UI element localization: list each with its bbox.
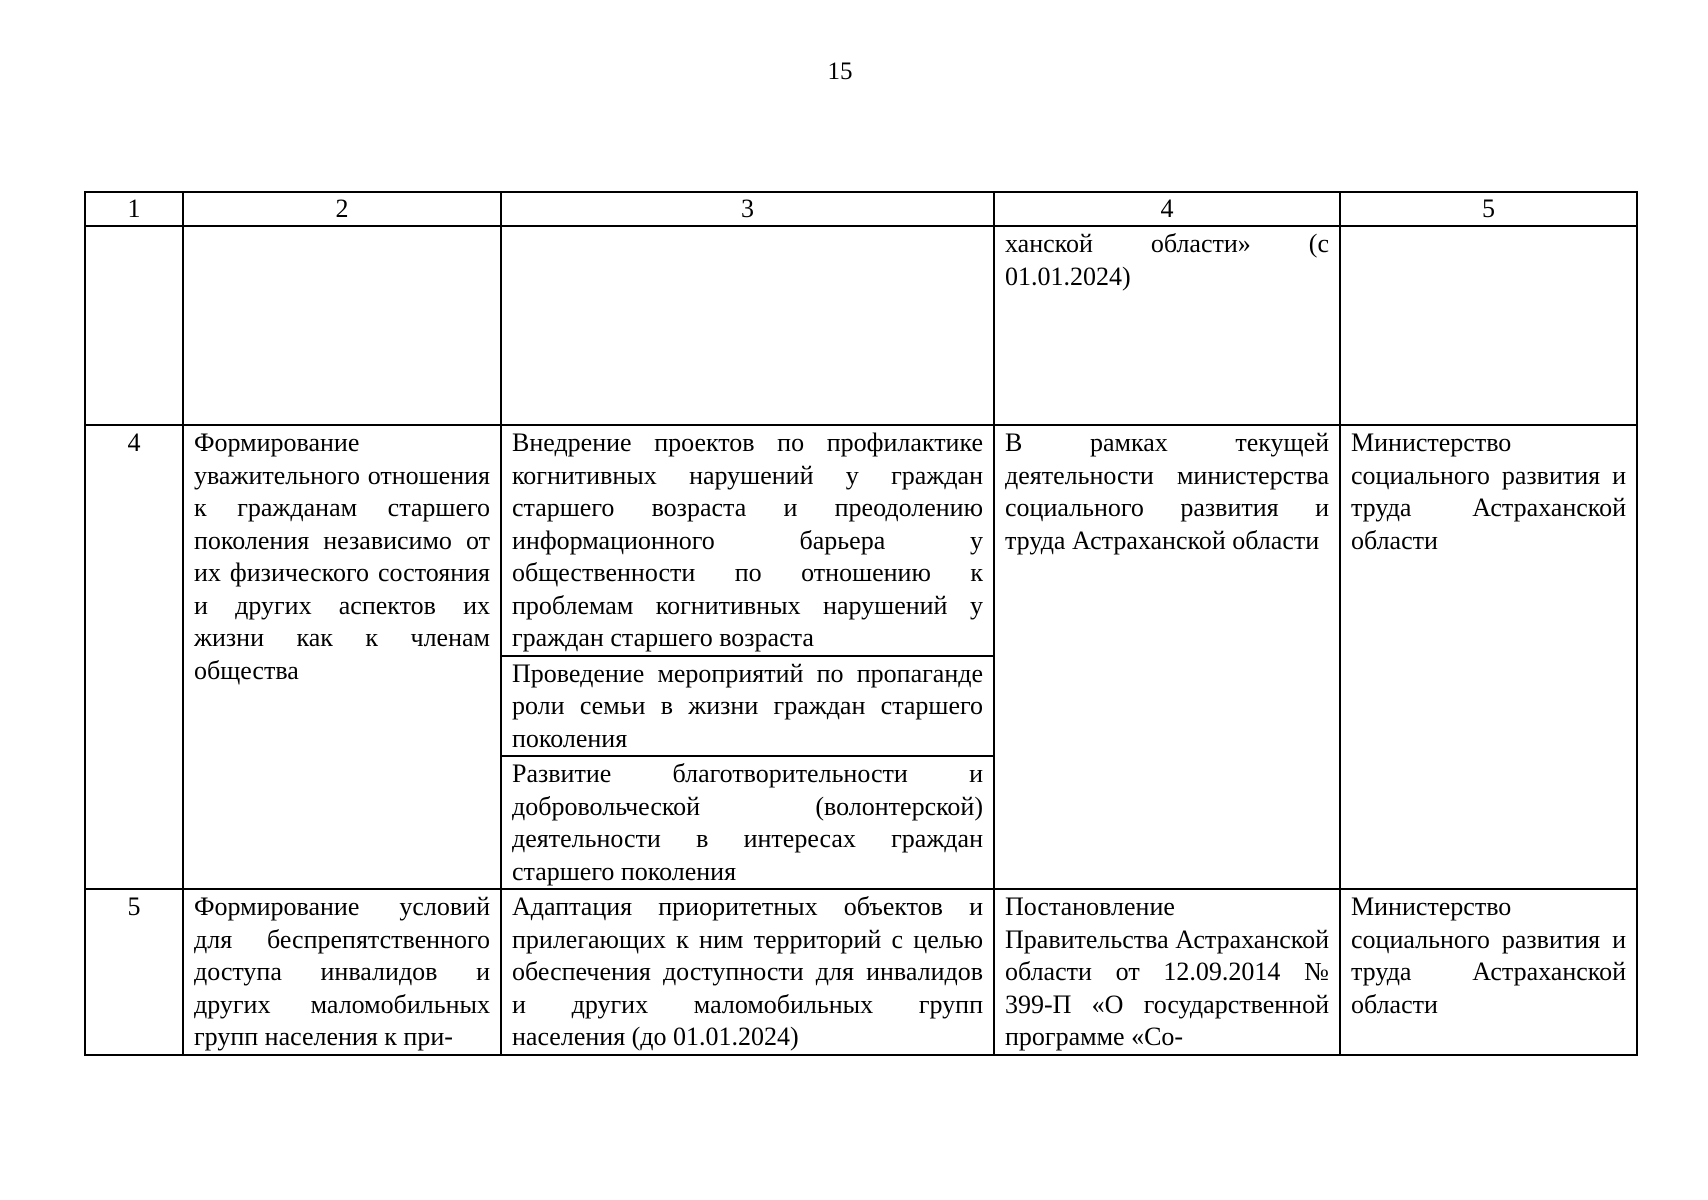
row5-responsible: Министерство социального развития и труда Астраханской области xyxy=(1340,889,1637,1055)
row5-activity: Адаптация приоритетных объектов и прилегающих к ним территорий с целью обеспечения доступности для инвалидов и других маломобильных групп населения (до 01.01.2024) xyxy=(501,889,994,1055)
cell-cont-col3 xyxy=(501,226,994,425)
row4-activity-2: Проведение мероприятий по пропаганде роли семьи в жизни граждан старшего поколения xyxy=(501,656,994,757)
row4-goal: Формирование уважительного отношения к гражданам старшего поколения независимо от их физического состояния и других аспектов их жизни как к членам общества xyxy=(183,425,501,889)
cell-cont-col5 xyxy=(1340,226,1637,425)
cell-cont-col1 xyxy=(85,226,183,425)
cell-cont-col4: ханской области» (с 01.01.2024) xyxy=(994,226,1340,425)
row4-activity-1: Внедрение проектов по профилактике когнитивных нарушений у граждан старшего возраста и преодолению информационного барьера у общественности по отношению к проблемам когнитивных нарушений у граждан старшего возраста xyxy=(501,425,994,656)
table-header-row xyxy=(85,192,1637,226)
header-col-3: 3 xyxy=(501,192,994,226)
row4-basis: В рамках текущей деятельности министерства социального развития и труда Астраханской области xyxy=(994,425,1340,889)
row5-number: 5 xyxy=(85,889,183,1055)
header-col-5: 5 xyxy=(1340,192,1637,226)
row4-activity-3: Развитие благотворительности и добровольческой (волонтерской) деятельности в интересах граждан старшего поколения xyxy=(501,756,994,889)
measures-table xyxy=(84,191,1638,1056)
header-col-1: 1 xyxy=(85,192,183,226)
table-row-continuation xyxy=(85,226,1637,425)
page-number: 15 xyxy=(827,58,853,85)
row5-basis: Постановление Правительства Астраханской области от 12.09.2014 № 399-П «О государственной программе «Со- xyxy=(994,889,1340,1055)
table-row-5 xyxy=(85,889,1637,1055)
row4-number: 4 xyxy=(85,425,183,889)
header-col-4: 4 xyxy=(994,192,1340,226)
header-col-2: 2 xyxy=(183,192,501,226)
cell-cont-col2 xyxy=(183,226,501,425)
row4-responsible: Министерство социального развития и труда Астраханской области xyxy=(1340,425,1637,889)
row5-goal: Формирование условий для беспрепятственного доступа инвалидов и других маломобильных групп населения к при- xyxy=(183,889,501,1055)
table-row-4 xyxy=(85,425,1637,656)
